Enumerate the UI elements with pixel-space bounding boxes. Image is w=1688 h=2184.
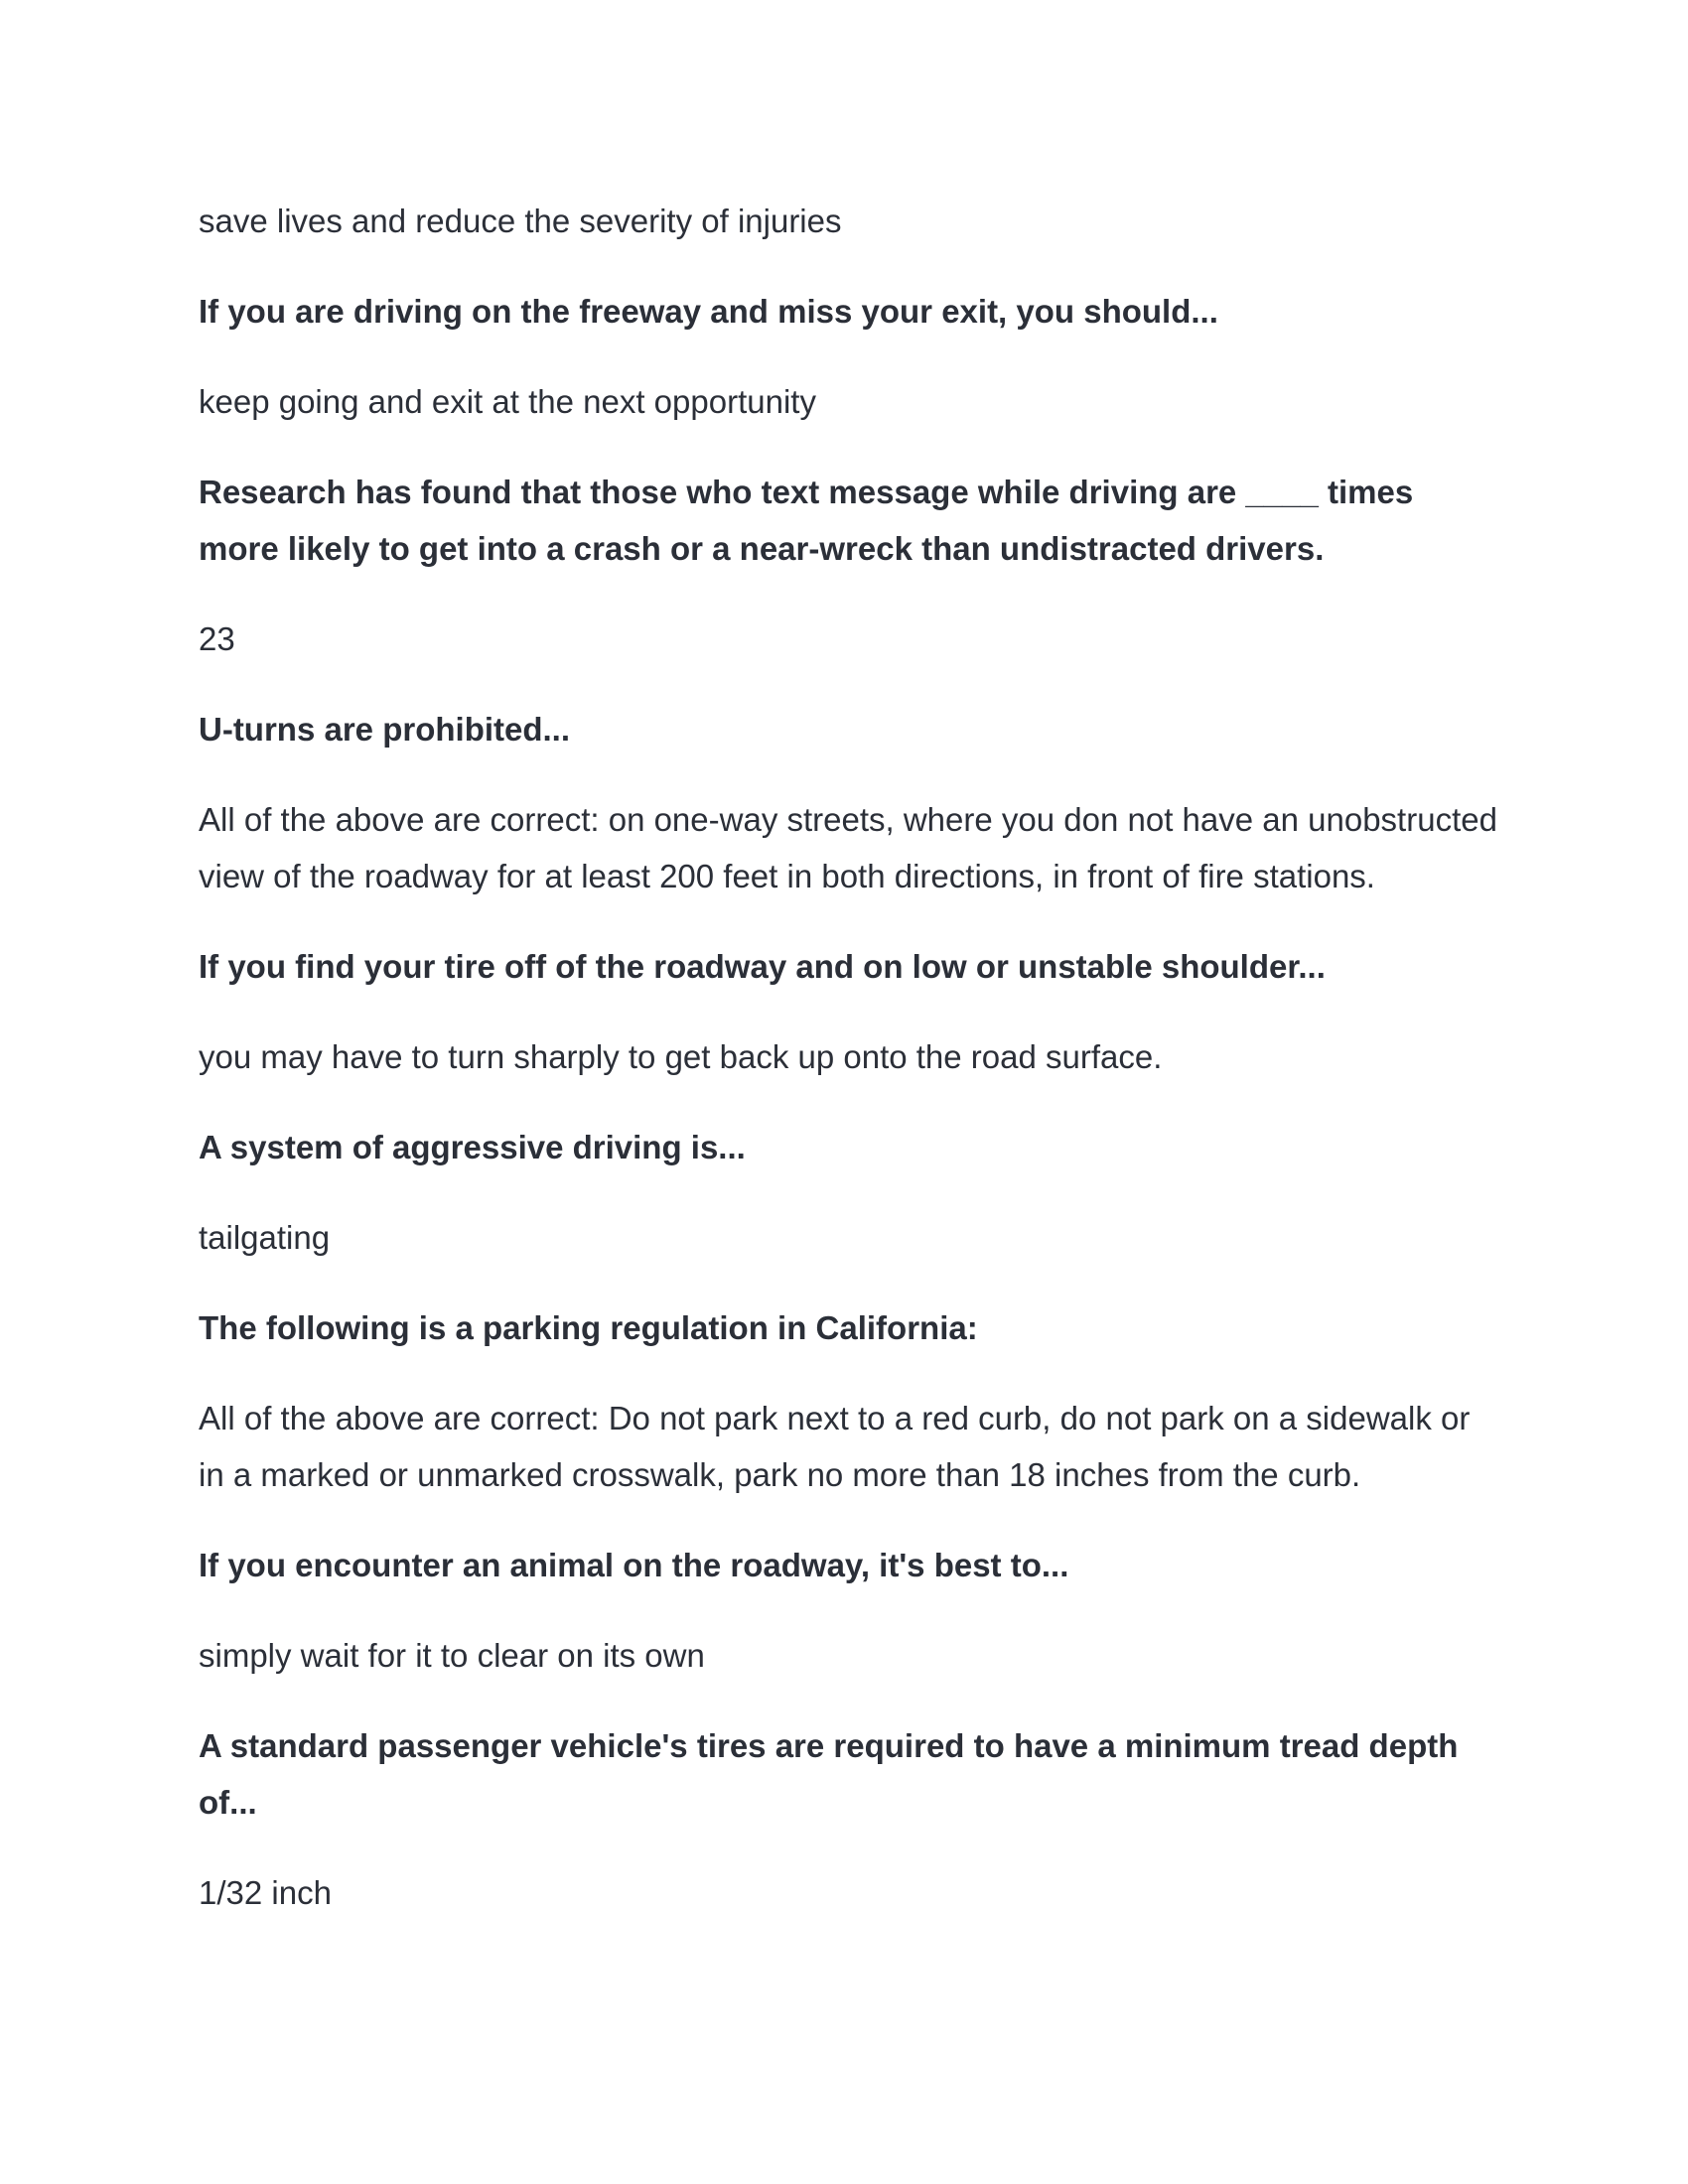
question-text: U-turns are prohibited...	[199, 711, 571, 748]
answer-text: keep going and exit at the next opportunity	[199, 383, 816, 420]
answer-text: you may have to turn sharply to get back up onto the road surface.	[199, 1038, 1163, 1075]
document-page	[199, 193, 1499, 1955]
answer-text: save lives and reduce the severity of injuries	[199, 203, 842, 239]
question-text: If you find your tire off of the roadway and on low or unstable shoulder...	[199, 948, 1326, 985]
question-text: If you encounter an animal on the roadway, it's best to...	[199, 1547, 1069, 1583]
question-text: A standard passenger vehicle's tires are required to have a minimum tread depth of...	[199, 1727, 1459, 1821]
question-text: The following is a parking regulation in California:	[199, 1309, 978, 1346]
answer-text: All of the above are correct: on one-way streets, where you don not have an unobstructed view of the roadway for at least 200 feet in both directions, in front of fire stations.	[199, 801, 1497, 894]
question-text: A system of aggressive driving is...	[199, 1129, 746, 1165]
answer-text: 1/32 inch	[199, 1874, 332, 1911]
answer-text: tailgating	[199, 1219, 331, 1256]
answer-text: 23	[199, 620, 235, 657]
question-text: Research has found that those who text message while driving are ____ times more likely to get into a crash or a near-wreck than undistracted drivers.	[199, 474, 1414, 567]
answer-text: All of the above are correct: Do not park next to a red curb, do not park on a sidewalk or in a marked or unmarked crosswalk, park no more than 18 inches from the curb.	[199, 1400, 1471, 1493]
question-text: If you are driving on the freeway and miss your exit, you should...	[199, 293, 1218, 330]
answer-text: simply wait for it to clear on its own	[199, 1637, 705, 1674]
